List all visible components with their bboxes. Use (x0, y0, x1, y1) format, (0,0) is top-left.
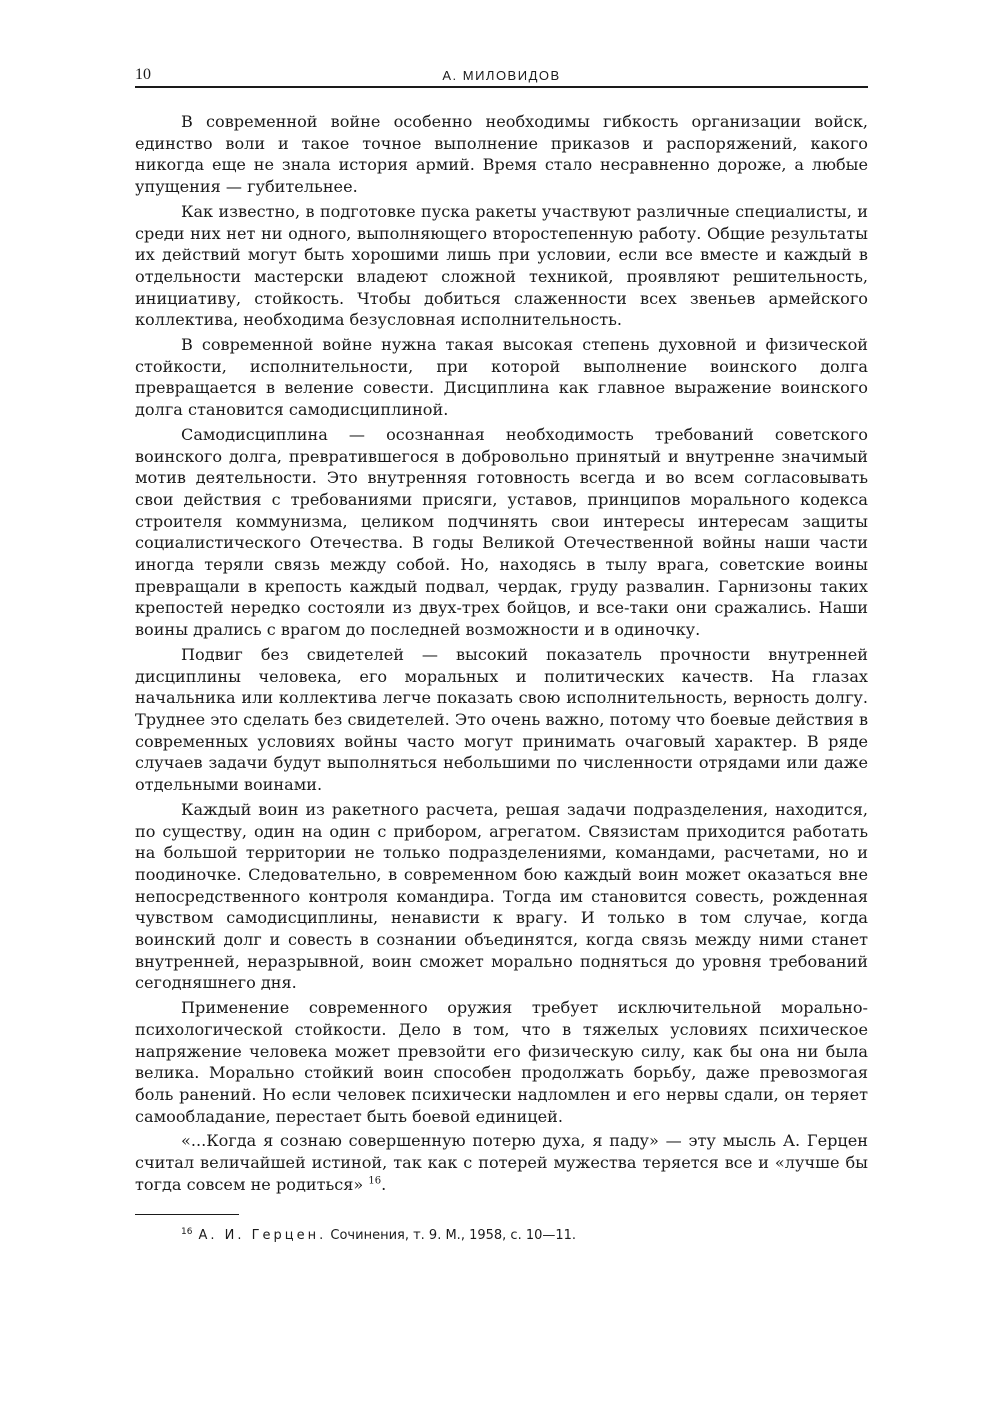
footnote-number: 16 (181, 1227, 193, 1238)
footnote-text: Сочинения, т. 9. М., 1958, с. 10—11. (330, 1228, 577, 1244)
paragraph: Как известно, в подготовке пуска ракеты участвуют различные специалисты, и среди них нет ни одного, выполняющего второстепенную работу. Общие результаты их действий могут быть хорошими лишь при условии, если все вместе и каждый в отдельности мастерски владеют сложной техникой, проявляют решительность, инициативу, стойкость. Чтобы добиться слаженности всех звеньев армейского коллектива, необходима безусловная исполнительность. (135, 201, 868, 330)
footnote-divider (135, 1214, 239, 1215)
paragraph: В современной войне особенно необходимы гибкость организации войск, единство воли и такое точное выполнение приказов и распоряжений, какого никогда еще не знала история армий. Время стало несравненно дороже, а любые упущения — губительнее. (135, 112, 868, 197)
footnote-reference[interactable]: 16 (368, 1175, 382, 1187)
paragraph: В современной войне нужна такая высокая степень духовной и физической стойкости, исполнительности, при которой выполнение воинского долга превращается в веление совести. Дисциплина как главное выражение воинского долга становится самодисциплиной. (135, 335, 868, 420)
body-text (135, 111, 868, 1195)
footnote (181, 1227, 868, 1245)
paragraph: Каждый воин из ракетного расчета, решая задачи подразделения, находится, по существу, один на один с прибором, агрегатом. Связистам приходится работать на большой территории не только подразделениями, командами, расчетами, но и поодиночке. Следовательно, в современном бою каждый воин может оказаться вне непосредственного контроля командира. Тогда им становится совесть, рожденная чувством самодисциплины, ненависти к врагу. И только в том случае, когда воинский долг и совесть в сознании объединятся, когда связь между ними станет внутренней, неразрывной, воин сможет морально подняться до уровня требований сегодняшнего дня. (135, 799, 868, 993)
paragraph: Применение современного оружия требует исключительной морально-психологической стойкости. Дело в том, что в тяжелых условиях психическое напряжение человека может превзойти его физическую силу, как бы она ни была велика. Морально стойкий воин способен продолжать борьбу, даже превозмогая боль ранений. Но если человек психически надломлен и его нервы сдали, он теряет самообладание, перестает быть боевой единицей. (135, 998, 868, 1126)
paragraph: Подвиг без свидетелей — высокий показатель прочности внутренней дисциплины человека, его моральных и политических качеств. На глазах начальника или коллектива легче показать свою исполнительность, верность долгу. Труднее это сделать без свидетелей. Это очень важно, потому что боевые действия в современных условиях войны часто могут принимать очаговый характер. В ряде случаев задачи будут выполняться небольшими по численности отрядами или даже отдельными воинами. (135, 644, 868, 795)
footnote-author: А. И. Герцен. (198, 1228, 327, 1244)
running-head (135, 62, 868, 88)
book-page (135, 62, 868, 1245)
paragraph: Самодисциплина — осознанная необходимость требований советского воинского долга, превратившегося в добровольно принятый и внутренне значимый мотив деятельности. Это внутренняя готовность всегда и во всем согласовывать свои действия с требованиями присяги, уставов, принципов морального кодекса строителя коммунизма, целиком подчинять свои интересы интересам защиты социалистического Отечества. В годы Великой Отечественной войны наши части иногда теряли связь между собой. Но, находясь в тылу врага, советские воины превращали в крепость каждый подвал, чердак, груду развалин. Гарнизоны таких крепостей нередко состояли из двух-трех бойцов, и все-таки они сражались. Наши воины дрались с врагом до последней возможности и в одиночку. (135, 424, 868, 640)
paragraph-with-footnote: «...Когда я сознаю совершенную потерю духа, я паду» — эту мысль А. Герцен считал величайшей истиной, так как с потерей мужества теряется все и «лучше бы тогда совсем не родиться» $^{16}$. (135, 1131, 868, 1194)
paragraph-text: «...Когда я сознаю совершенную потерю духа, я паду» — эту мысль А. Герцен считал величайшей истиной, так как с потерей мужества теряется все и «лучше бы тогда совсем не родиться» (135, 1131, 868, 1194)
page-number: 10 (135, 66, 151, 83)
running-head-author: А. МИЛОВИДОВ (442, 68, 561, 83)
